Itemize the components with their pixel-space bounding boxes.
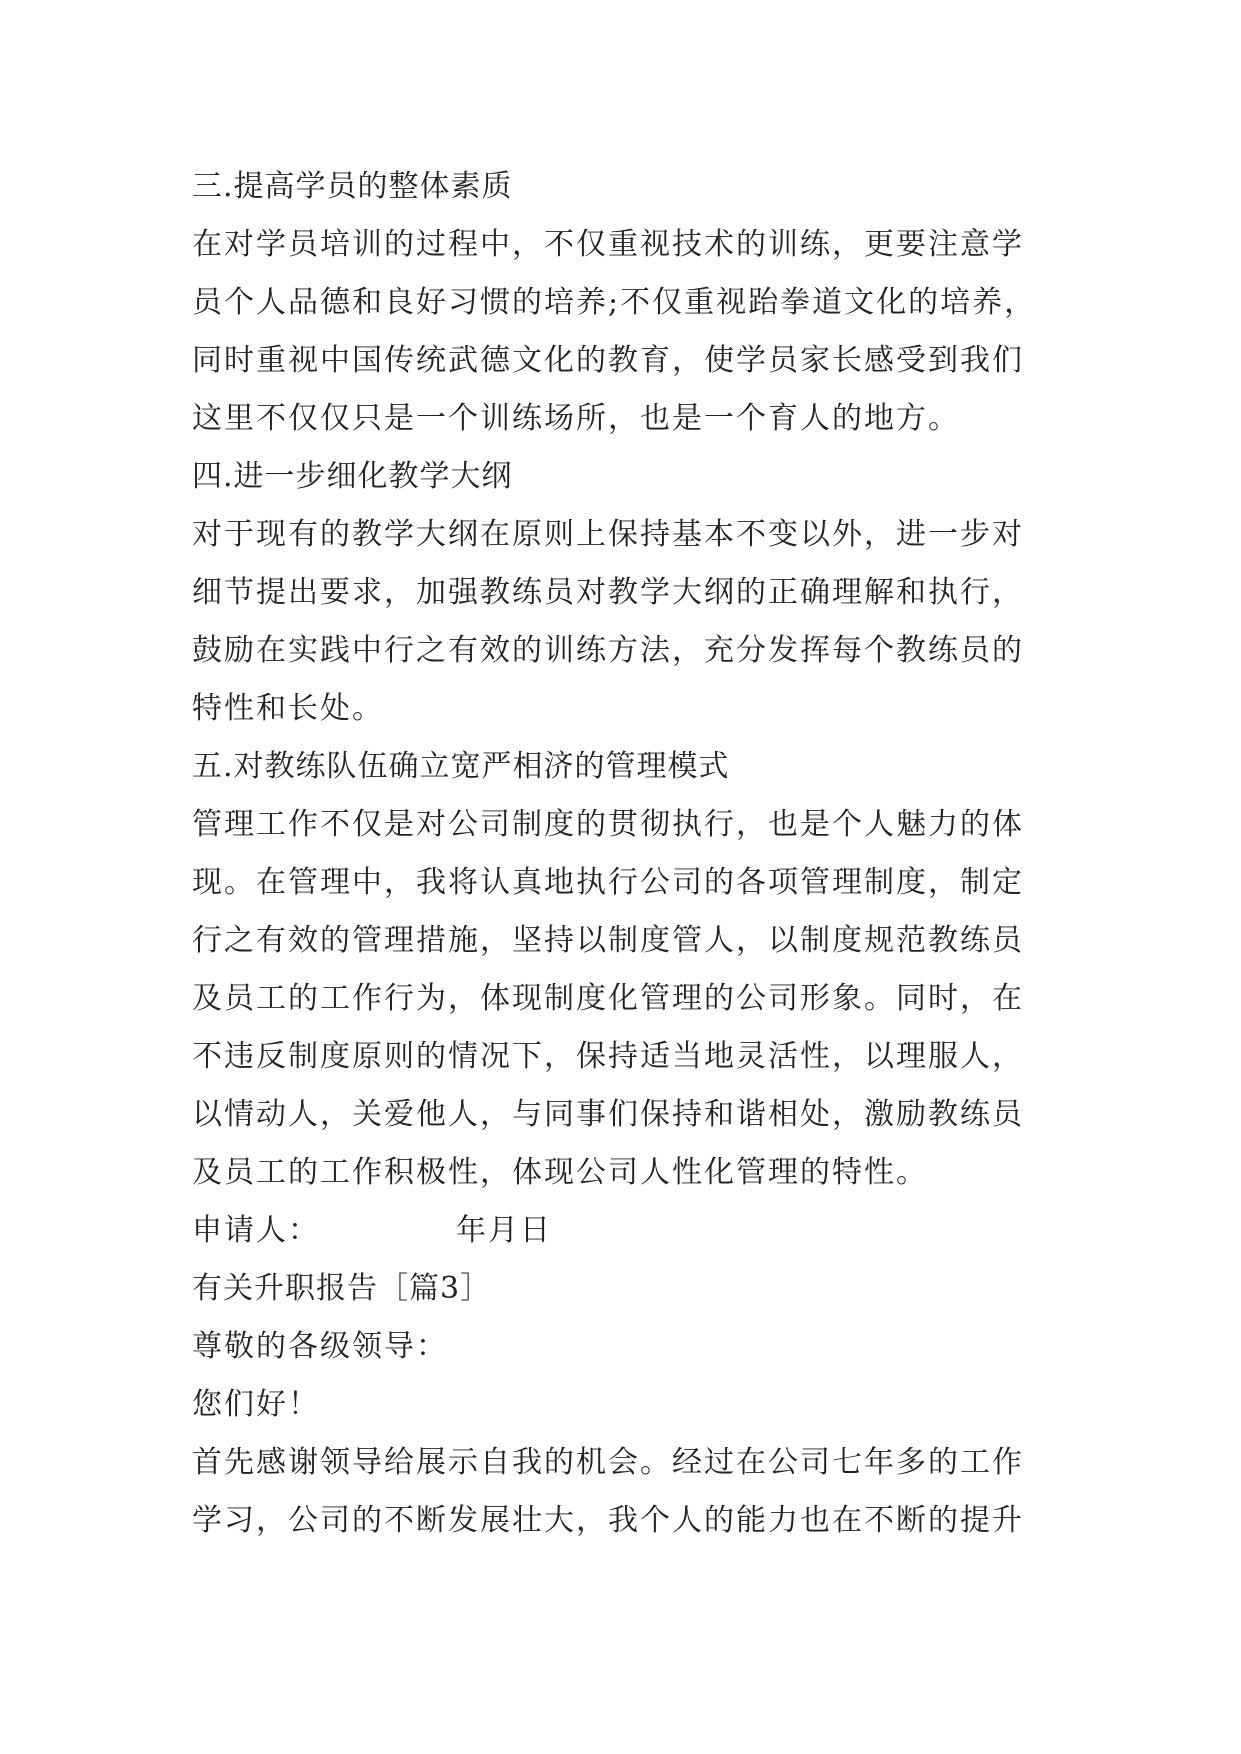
paragraph-line: 细节提出要求，加强教练员对教学大纲的正确理解和执行， [192,575,1024,610]
date-label: 年月日 [456,1213,552,1248]
paragraph-line: 员个人品德和良好习惯的培养;不仅重视跆拳道文化的培养， [192,285,1037,320]
paragraph-line: 及员工的工作行为，体现制度化管理的公司形象。同时，在 [192,981,1024,1016]
paragraph-line: 对于现有的教学大纲在原则上保持基本不变以外，进一步对 [192,517,1024,552]
applicant-label: 申请人： [192,1213,320,1248]
paragraph-line: 特性和长处。 [192,691,384,726]
paragraph-line: 不违反制度原则的情况下，保持适当地灵活性，以理服人， [192,1039,1024,1074]
paragraph-line: 现。在管理中，我将认真地执行公司的各项管理制度，制定 [192,865,1024,900]
paragraph-line: 管理工作不仅是对公司制度的贯彻执行，也是个人魅力的体 [192,807,1024,842]
section-heading-3: 三.提高学员的整体素质 [192,169,513,204]
salutation: 尊敬的各级领导： [192,1329,448,1364]
paragraph-line: 首先感谢领导给展示自我的机会。经过在公司七年多的工作 [192,1445,1024,1480]
paragraph-line: 及员工的工作积极性，体现公司人性化管理的特性。 [192,1155,928,1190]
paragraph-line: 同时重视中国传统武德文化的教育，使学员家长感受到我们 [192,343,1024,378]
section-heading-5: 五.对教练队伍确立宽严相济的管理模式 [192,749,730,784]
paragraph-line: 以情动人，关爱他人，与同事们保持和谐相处，激励教练员 [192,1097,1024,1132]
report-title: 有关升职报告［篇3］ [192,1271,492,1306]
paragraph-line: 学习，公司的不断发展壮大，我个人的能力也在不断的提升 [192,1503,1024,1538]
paragraph-line: 这里不仅仅只是一个训练场所，也是一个育人的地方。 [192,401,960,436]
document-body [192,158,1072,1550]
paragraph-line: 行之有效的管理措施，坚持以制度管人，以制度规范教练员 [192,923,1024,958]
greeting: 您们好！ [192,1387,320,1422]
section-heading-4: 四.进一步细化教学大纲 [192,459,513,494]
paragraph-line: 在对学员培训的过程中，不仅重视技术的训练，更要注意学 [192,227,1024,262]
signature-line [192,1202,1072,1260]
paragraph-line: 鼓励在实践中行之有效的训练方法，充分发挥每个教练员的 [192,633,1024,668]
